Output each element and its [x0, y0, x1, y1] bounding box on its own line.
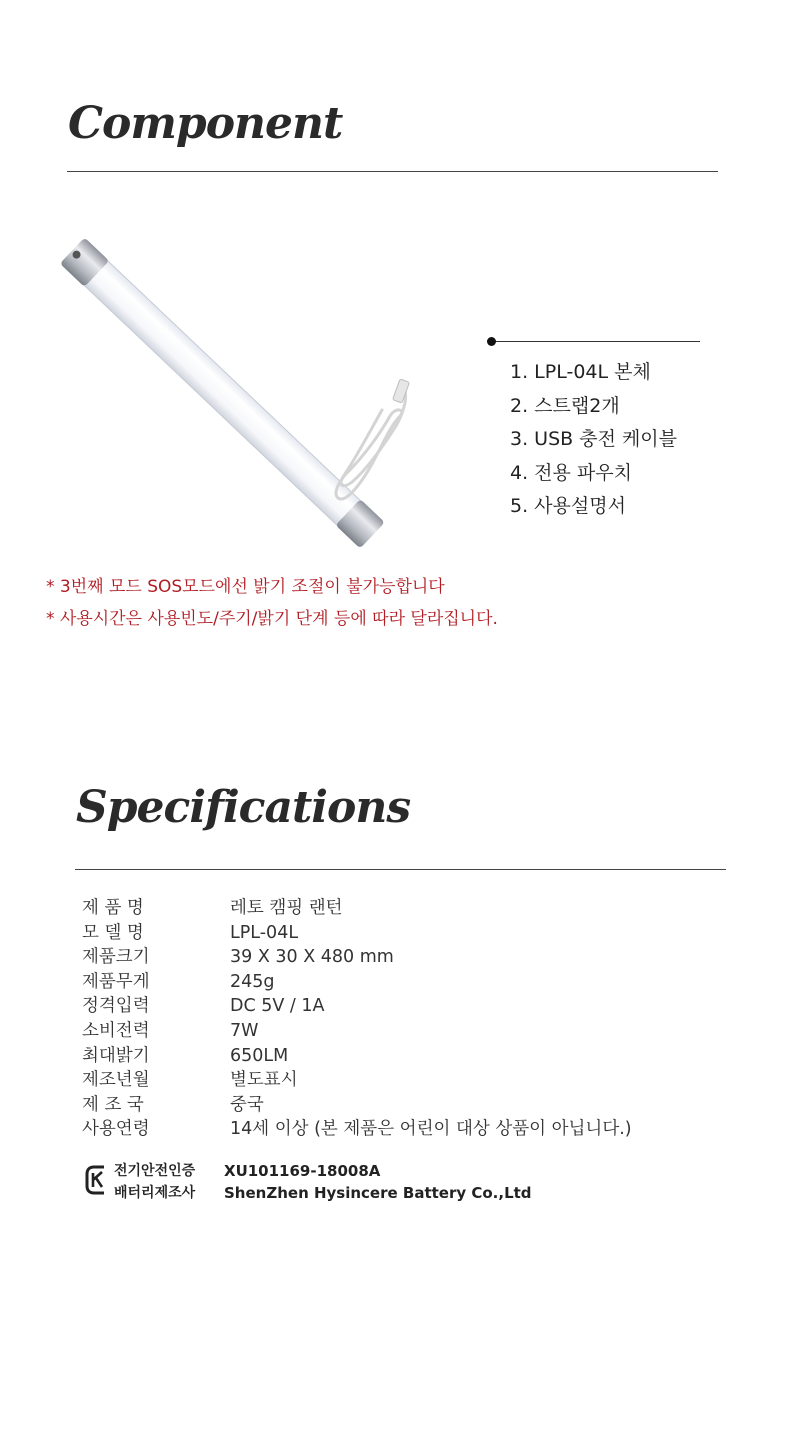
list-item: 5. 사용설명서: [510, 495, 626, 517]
list-item: 3. USB 충전 케이블: [510, 428, 678, 450]
list-item: 4. 전용 파우치: [510, 461, 632, 484]
spec-value: LPL-04L: [230, 922, 299, 943]
spec-label: 모 델 명: [82, 922, 144, 943]
component-list: [510, 356, 677, 524]
specifications-heading: Specifications: [76, 782, 411, 833]
usb-cable: [336, 379, 410, 499]
spec-value: 245g: [230, 971, 275, 992]
table-row: [82, 970, 632, 995]
list-item: 1. LPL-04L 본체: [510, 361, 651, 383]
battery-maker-label: 배터리제조사: [114, 1185, 196, 1201]
spec-value: 레토 캠핑 랜턴: [230, 898, 343, 918]
spec-label: 최대밝기: [82, 1045, 150, 1066]
table-row: [82, 945, 632, 970]
list-divider: [488, 341, 700, 342]
specifications-divider: [75, 869, 726, 870]
certification-label: 전기안전인증: [114, 1163, 196, 1179]
lantern-tube: [60, 237, 385, 548]
spec-label: 소비전력: [82, 1020, 150, 1041]
spec-value: 14세 이상 (본 제품은 어린이 대상 상품이 아닙니다.): [230, 1119, 632, 1140]
spec-table: [82, 896, 632, 1142]
spec-value: 39 X 30 X 480 mm: [230, 947, 394, 968]
spec-value: 7W: [230, 1020, 259, 1041]
table-row: [82, 994, 632, 1019]
spec-value: 별도표시: [230, 1070, 298, 1091]
spec-label: 제조년월: [82, 1070, 150, 1091]
spec-value: DC 5V / 1A: [230, 996, 325, 1017]
table-row: [82, 921, 632, 946]
table-row: [82, 1117, 632, 1142]
spec-label: 제품무게: [82, 971, 150, 992]
bullet-dot: [487, 337, 496, 346]
table-row: [82, 1019, 632, 1044]
table-row: [82, 896, 632, 921]
sos-mode-note: * 3번째 모드 SOS모드에선 밝기 조절이 불가능합니다: [46, 577, 445, 597]
battery-manufacturer: ShenZhen Hysincere Battery Co.,Ltd: [224, 1184, 532, 1202]
component-heading: Component: [68, 98, 343, 149]
spec-label: 제품크기: [82, 947, 150, 968]
component-divider: [67, 171, 718, 172]
spec-value: 650LM: [230, 1045, 289, 1066]
spec-label: 사용연령: [82, 1119, 150, 1140]
table-row: [82, 1068, 632, 1093]
spec-label: 제 품 명: [82, 898, 144, 918]
usage-time-note: * 사용시간은 사용빈도/주기/밝기 단계 등에 따라 달라집니다.: [46, 609, 498, 629]
table-row: [82, 1044, 632, 1069]
certification-number: XU101169-18008A: [224, 1162, 381, 1180]
spec-label: 정격입력: [82, 996, 150, 1017]
kc-certification-icon: [84, 1163, 108, 1197]
product-image: [30, 220, 430, 550]
spec-value: 중국: [230, 1094, 264, 1115]
certification-labels: [114, 1160, 195, 1204]
spec-label: 제 조 국: [82, 1094, 144, 1115]
list-item: 2. 스트랩2개: [510, 394, 620, 417]
certification-values: [224, 1160, 532, 1204]
table-row: [82, 1093, 632, 1118]
